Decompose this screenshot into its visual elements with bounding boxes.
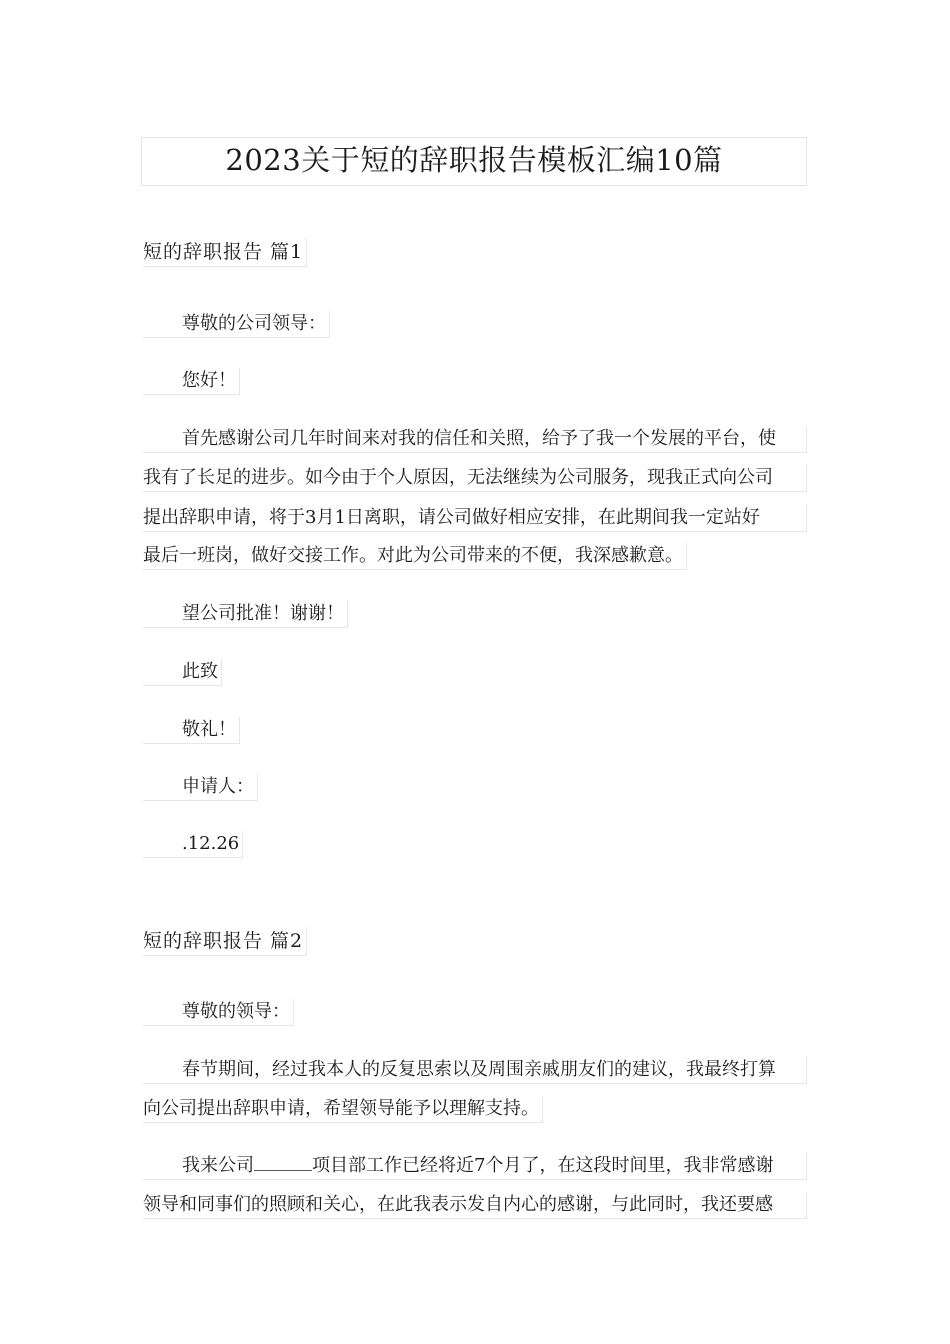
section-heading-2: 短的辞职报告 篇2 <box>143 927 307 956</box>
salutation: 尊敬的公司领导： <box>143 311 330 338</box>
closing-line-2: 敬礼！ <box>143 717 240 744</box>
section-heading-1: 短的辞职报告 篇1 <box>143 238 307 267</box>
body-line-2: 我有了长足的进步。如今由于个人原因，无法继续为公司服务，现我正式向公司 <box>143 465 807 492</box>
para2-line-1 <box>143 1153 807 1180</box>
closing-line-1: 此致 <box>143 659 222 686</box>
para1-line-2: 向公司提出辞职申请，希望领导能予以理解支持。 <box>143 1096 543 1123</box>
salutation-2: 尊敬的领导： <box>143 999 294 1026</box>
para2-line-2: 领导和同事们的照顾和关心，在此我表示发自内心的感谢，与此同时，我还要感 <box>143 1192 807 1219</box>
applicant-line: 申请人： <box>143 774 258 801</box>
date-line: .12.26 <box>143 831 243 858</box>
para2-text-before-blank: 我来公司 <box>182 1155 254 1176</box>
greeting: 您好！ <box>143 368 240 395</box>
request-line: 望公司批准！谢谢！ <box>143 601 348 628</box>
body-line-3: 提出辞职申请，将于3月1日离职，请公司做好相应安排，在此期间我一定站好 <box>143 505 807 532</box>
para2-text-after-blank: 项目部工作已经将近7个月了，在这段时间里，我非常感谢 <box>312 1155 774 1176</box>
fill-in-blank <box>254 1154 312 1171</box>
para1-line-1: 春节期间，经过我本人的反复思索以及周围亲戚朋友们的建议，我最终打算 <box>143 1057 807 1084</box>
document-title: 2023关于短的辞职报告模板汇编10篇 <box>141 137 807 186</box>
body-line-1: 首先感谢公司几年时间来对我的信任和关照，给予了我一个发展的平台，使 <box>143 426 807 453</box>
body-line-4: 最后一班岗，做好交接工作。对此为公司带来的不便，我深感歉意。 <box>143 543 687 570</box>
